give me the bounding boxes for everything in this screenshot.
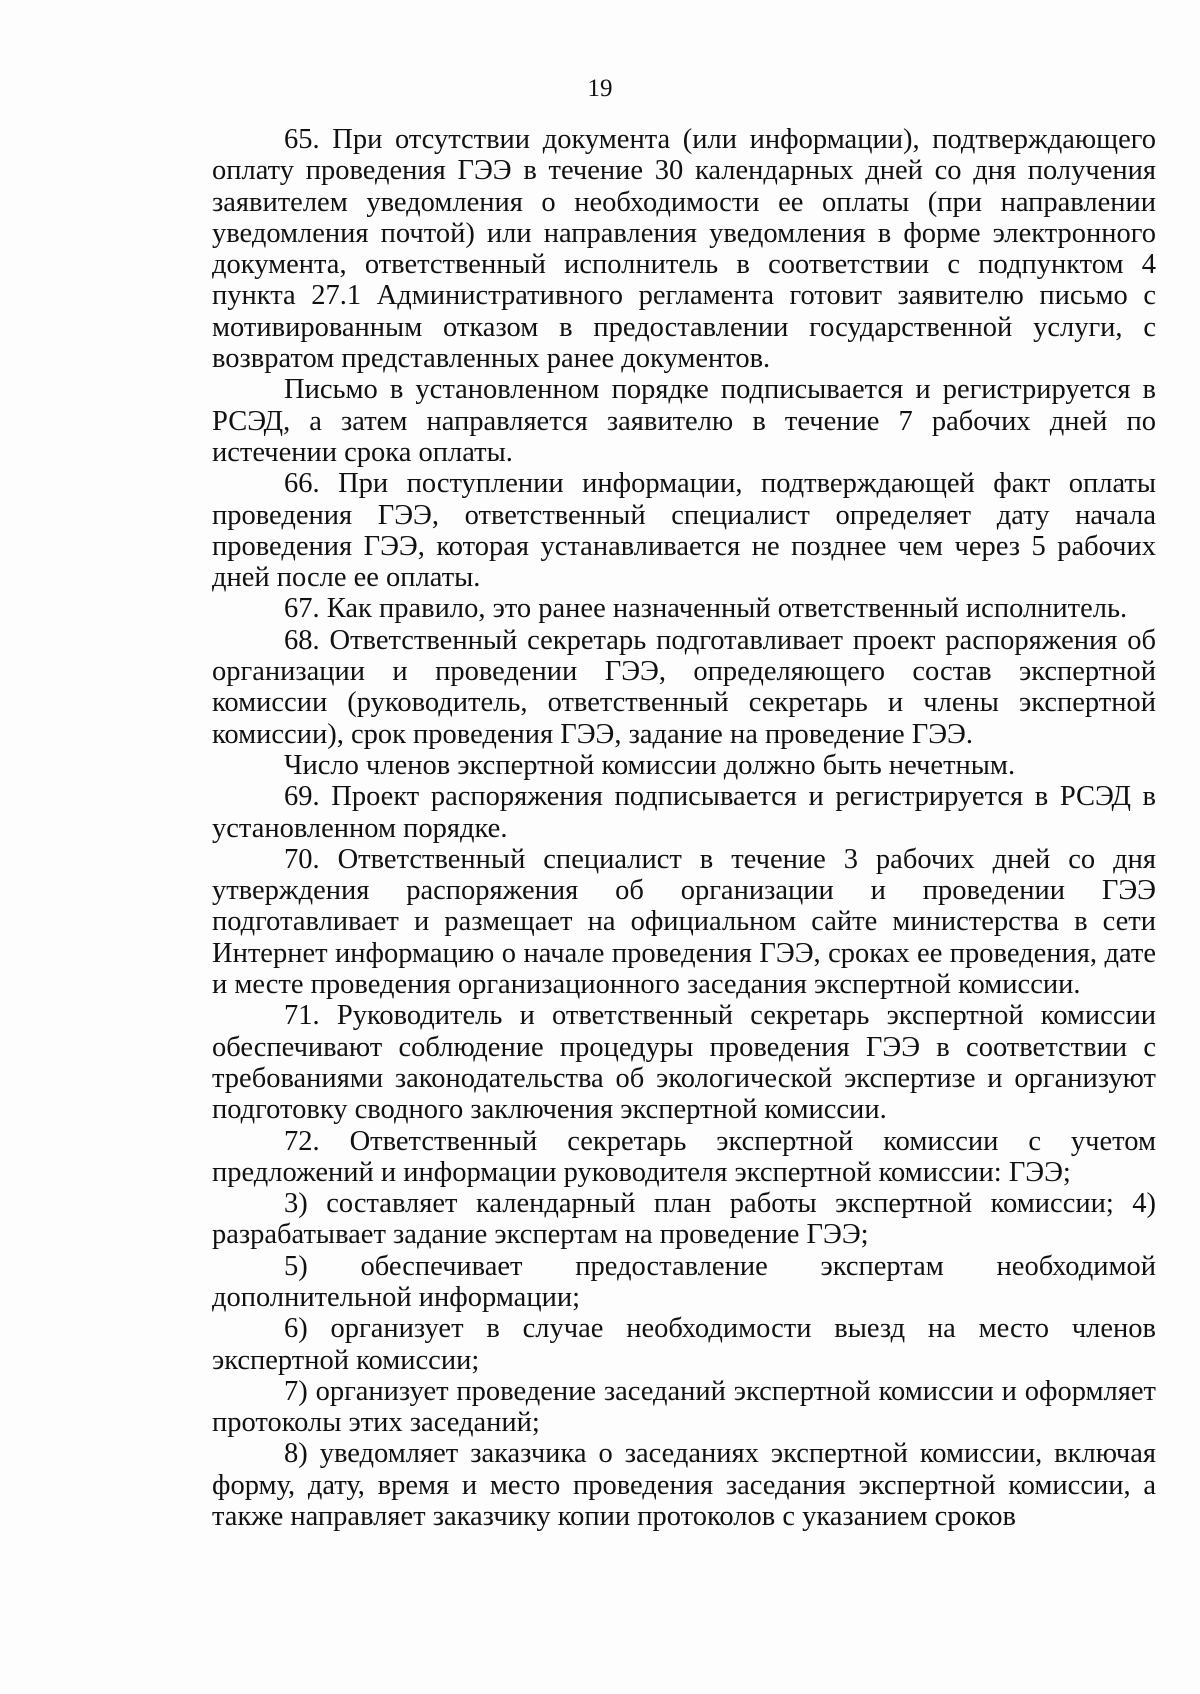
list-item-7: 7) организует проведение заседаний экспертной комиссии и оформляет протоколы этих заседаний;	[212, 1375, 1156, 1439]
list-item-6: 6) организует в случае необходимости выезд на место членов экспертной комиссии;	[212, 1313, 1156, 1376]
paragraph-69: 69. Проект распоряжения подписывается и регистрируется в РСЭД в установленном порядке.	[212, 781, 1156, 844]
paragraph-68-members: Число членов экспертной комиссии должно быть нечетным.	[284, 749, 1016, 781]
paragraph-71: 71. Руководитель и ответственный секретарь экспертной комиссии обеспечивают соблюдение процедуры проведения ГЭЭ в соответствии с требованиями законодательства об экологической экспертизе и организуют подготовку сводного заключения экспертной комиссии.	[212, 1000, 1156, 1126]
paragraph-66: 66. При поступлении информации, подтверждающей факт оплаты проведения ГЭЭ, ответственный специалист определяет дату начала проведения ГЭЭ, которая устанавливается не позднее чем через 5 рабочих дней после ее оплаты.	[212, 468, 1156, 594]
list-item-5: 5) обеспечивает предоставление экспертам необходимой дополнительной информации;	[212, 1250, 1156, 1313]
list-item-3-4: 3) составляет календарный план работы экспертной комиссии; 4) разрабатывает задание экспертам на проведение ГЭЭ;	[212, 1188, 1156, 1251]
paragraph-68: 68. Ответственный секретарь подготавливает проект распоряжения об организации и проведении ГЭЭ, определяющего состав экспертной комиссии (руководитель, ответственный секретарь и члены экспертной комиссии), срок проведения ГЭЭ, задание на проведение ГЭЭ.	[212, 624, 1156, 750]
page-number: 19	[587, 75, 613, 102]
paragraph-72: 72. Ответственный секретарь экспертной комиссии с учетом предложений и информации руководителя экспертной комиссии: ГЭЭ;	[212, 1125, 1156, 1188]
paragraph-67: 67. Как правило, это ранее назначенный ответственный исполнитель.	[284, 593, 1128, 625]
paragraph-65: 65. При отсутствии документа (или информации), подтверждающего оплату проведения ГЭЭ в течение 30 календарных дней со дня получения заявителем уведомления о необходимости ее оплаты (при направлении уведомления почтой) или направления уведомления в форме электронного документа, ответственный исполнитель в соответствии с подпунктом 4 пункта 27.1 Административного регламента готовит заявителю письмо с мотивированным отказом в предоставлении государственной услуги, с возвратом представленных ранее документов.	[212, 124, 1156, 375]
paragraph-70: 70. Ответственный специалист в течение 3 рабочих дней со дня утверждения распоряжения об организации и проведении ГЭЭ подготавливает и размещает на официальном сайте министерства в сети Интернет информацию о начале проведения ГЭЭ, сроках ее проведения, дате и месте проведения организационного заседания экспертной комиссии.	[212, 843, 1156, 1001]
paragraph-65-letter: Письмо в установленном порядке подписывается и регистрируется в РСЭД, а затем направляется заявителю в течение 7 рабочих дней по истечении срока оплаты.	[212, 374, 1156, 468]
list-item-8: 8) уведомляет заказчика о заседаниях экспертной комиссии, включая форму, дату, время и место проведения заседания экспертной комиссии, а также направляет заказчику копии протоколов с указанием сроков	[212, 1438, 1156, 1533]
document-body	[212, 124, 1156, 1532]
